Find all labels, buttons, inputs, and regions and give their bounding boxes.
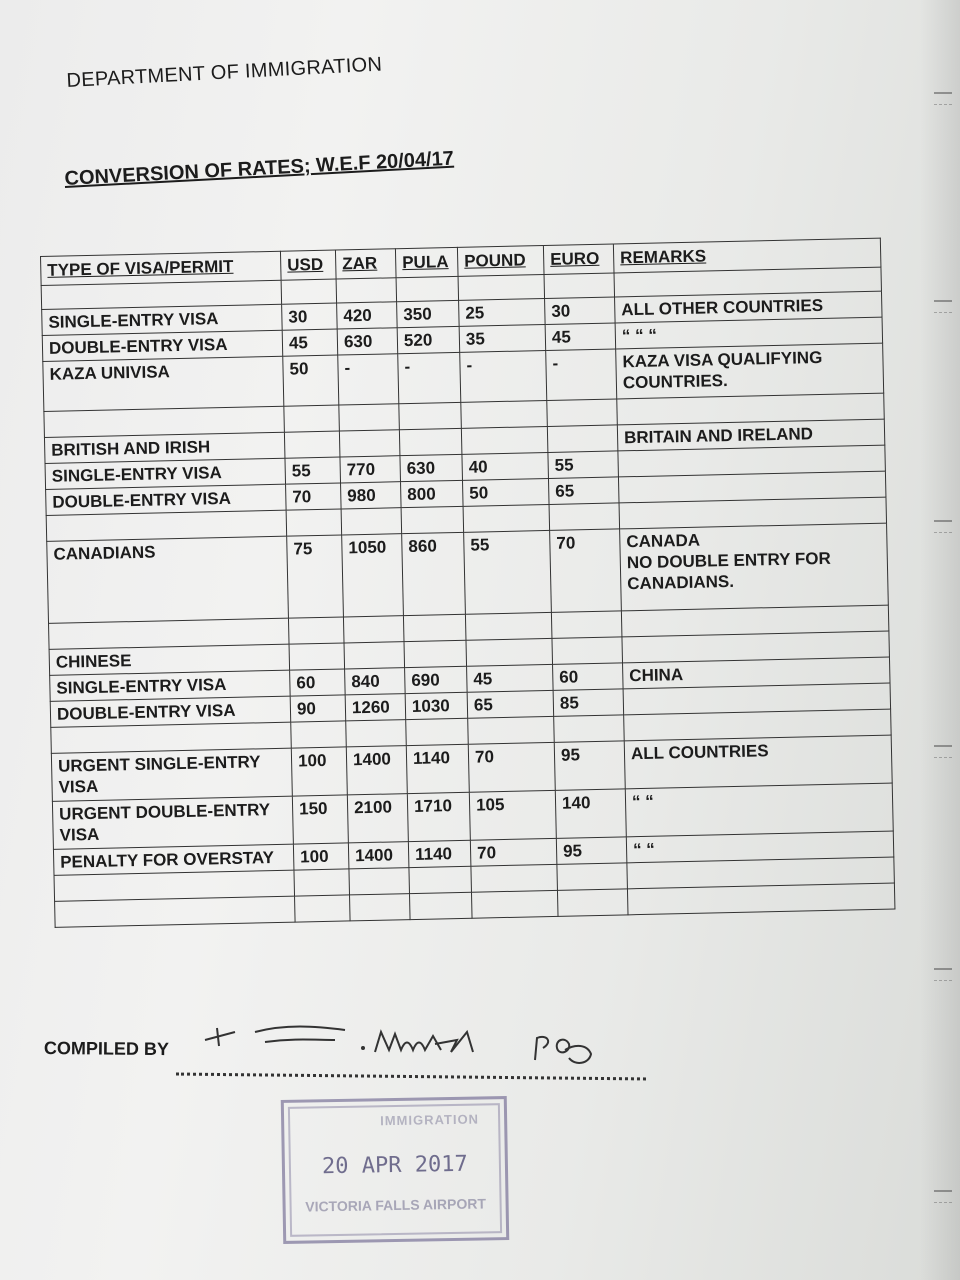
stamp-top-text: IMMIGRATION: [380, 1111, 480, 1129]
cell-pound: [461, 400, 548, 428]
cell-euro: 95: [554, 741, 625, 791]
cell-usd: [288, 617, 344, 644]
cell-euro: [552, 637, 623, 665]
cell-pula: 1140: [408, 840, 471, 867]
cell-euro: 85: [553, 689, 624, 717]
cell-remarks: [627, 883, 895, 915]
header-remarks: REMARKS: [613, 238, 881, 273]
cell-usd: [295, 895, 351, 922]
cell-pound: [465, 612, 552, 640]
date-stamp: [281, 1096, 509, 1244]
cell-euro: [551, 611, 622, 639]
cell-type: DOUBLE-ENTRY VISA: [46, 484, 287, 515]
header-zar: ZAR: [335, 249, 396, 279]
cell-pula: 350: [397, 300, 460, 327]
cell-zar: 2100: [347, 794, 408, 843]
rates-table: [40, 238, 895, 928]
edge-mark: [934, 300, 952, 313]
cell-euro: 70: [550, 529, 622, 613]
cell-pound: 70: [470, 838, 557, 866]
cell-pula: -: [398, 352, 461, 403]
cell-pound: 45: [467, 664, 554, 692]
cell-pound: [468, 716, 555, 744]
cell-euro: [554, 715, 625, 743]
cell-euro: 30: [545, 297, 616, 325]
header-pula: PULA: [395, 247, 458, 277]
cell-euro: 95: [556, 837, 627, 865]
cell-type: SINGLE-ENTRY VISA: [45, 458, 286, 489]
cell-remarks: ALL OTHER COUNTRIES: [615, 291, 883, 323]
cell-type: BRITISH AND IRISH: [44, 432, 285, 463]
cell-zar: [350, 894, 411, 921]
cell-type: CANADIANS: [47, 536, 289, 623]
cell-type: [55, 896, 296, 927]
cell-euro: 45: [545, 323, 616, 351]
edge-mark: [934, 1190, 952, 1203]
cell-pound: [466, 638, 553, 666]
cell-pula: 690: [405, 666, 468, 693]
cell-zar: 840: [345, 668, 406, 695]
signature-icon: [195, 1010, 615, 1090]
cell-euro: [557, 863, 628, 891]
cell-euro: 65: [548, 477, 619, 505]
cell-pula: [409, 892, 472, 919]
cell-pound: 35: [459, 324, 546, 352]
cell-type: URGENT SINGLE-ENTRY VISA: [51, 748, 292, 801]
cell-usd: [284, 431, 340, 458]
cell-remarks: CHINA: [623, 657, 891, 689]
header-euro: EURO: [543, 244, 614, 275]
cell-zar: 1400: [346, 746, 407, 795]
edge-mark: [934, 968, 952, 981]
cell-usd: [289, 643, 345, 670]
cell-remarks: “ “: [626, 831, 894, 863]
cell-usd: 60: [290, 669, 346, 696]
cell-zar: [341, 508, 402, 535]
edge-mark: [934, 745, 952, 758]
cell-zar: 420: [337, 302, 398, 329]
cell-zar: [349, 868, 410, 895]
cell-usd: 150: [292, 795, 348, 844]
stamp-place: VICTORIA FALLS AIRPORT: [305, 1195, 487, 1215]
cell-pula: 1030: [405, 692, 468, 719]
cell-pula: 1710: [407, 792, 470, 841]
cell-euro: [549, 503, 620, 531]
cell-pound: 70: [468, 742, 555, 792]
cell-pula: [403, 614, 466, 641]
header-pound: POUND: [457, 246, 544, 277]
cell-type: CHINESE: [49, 644, 290, 675]
cell-remarks: “ “ “: [615, 317, 883, 349]
cell-zar: [344, 642, 405, 669]
cell-euro: 60: [553, 663, 624, 691]
cell-pula: [404, 640, 467, 667]
cell-usd: [284, 405, 340, 432]
cell-pula: [399, 428, 462, 455]
conversion-title: CONVERSION OF RATES; W.E.F 20/04/17: [64, 147, 455, 190]
cell-pula: 520: [397, 326, 460, 353]
cell-pula: [406, 718, 469, 745]
cell-zar: 980: [341, 482, 402, 509]
cell-usd: 30: [282, 303, 338, 330]
cell-pula: 1140: [406, 744, 469, 793]
edge-mark: [934, 92, 952, 105]
cell-pula: 630: [400, 454, 463, 481]
edge-mark: [934, 520, 952, 533]
cell-remarks: BRITAIN AND IRELAND: [617, 419, 885, 451]
stamp-date: 20 APR 2017: [321, 1151, 468, 1180]
cell-euro: [544, 273, 615, 299]
cell-usd: 55: [285, 457, 341, 484]
cell-pula: [401, 506, 464, 533]
cell-usd: 90: [290, 695, 346, 722]
cell-pound: [461, 426, 548, 454]
header-usd: USD: [280, 250, 336, 280]
cell-zar: 1400: [348, 842, 409, 869]
cell-type: SINGLE-ENTRY VISA: [42, 304, 283, 335]
cell-euro: [547, 399, 618, 427]
cell-pound: 105: [469, 790, 556, 840]
cell-pound: 55: [464, 530, 552, 614]
cell-pula: [396, 276, 459, 301]
cell-pula: 800: [401, 480, 464, 507]
compiled-by-label: COMPILED BY: [43, 1038, 170, 1060]
cell-pound: 65: [467, 690, 554, 718]
cell-zar: [336, 278, 397, 303]
cell-remarks: ALL COUNTRIES: [624, 735, 892, 789]
department-heading: DEPARTMENT OF IMMIGRATION: [66, 53, 383, 92]
cell-zar: 1050: [342, 534, 404, 617]
cell-euro: 55: [548, 451, 619, 479]
cell-usd: 75: [287, 535, 344, 618]
cell-euro: [557, 889, 628, 917]
cell-zar: [339, 430, 400, 457]
cell-type: KAZA UNIVISA: [43, 356, 284, 411]
cell-type: PENALTY FOR OVERSTAY: [53, 844, 294, 875]
cell-pula: [409, 866, 472, 893]
cell-zar: -: [338, 354, 399, 405]
cell-zar: [346, 720, 407, 747]
cell-zar: [339, 404, 400, 431]
cell-usd: 70: [286, 483, 342, 510]
header-type: TYPE OF VISA/PERMIT: [41, 251, 282, 285]
cell-pound: 50: [462, 478, 549, 506]
cell-pound: 25: [459, 299, 546, 327]
cell-usd: [286, 509, 342, 536]
cell-remarks: KAZA VISA QUALIFYING COUNTRIES.: [616, 343, 884, 399]
cell-usd: 100: [293, 843, 349, 870]
cell-zar: 1260: [345, 694, 406, 721]
cell-usd: 50: [283, 355, 339, 406]
rates-table-wrapper: [40, 238, 895, 956]
cell-pound: [458, 275, 545, 301]
cell-usd: [294, 869, 350, 896]
cell-pound: 40: [462, 452, 549, 480]
cell-remarks: CANADA NO DOUBLE ENTRY FOR CANADIANS.: [620, 523, 889, 611]
cell-euro: 140: [555, 789, 626, 839]
cell-usd: 45: [282, 329, 338, 356]
cell-type: DOUBLE-ENTRY VISA: [50, 696, 291, 727]
cell-usd: 100: [291, 747, 347, 796]
cell-pound: -: [460, 350, 547, 402]
page-edge-shadow: [920, 0, 960, 1280]
cell-pula: 860: [402, 532, 466, 615]
cell-type: DOUBLE-ENTRY VISA: [42, 330, 283, 361]
cell-pula: [399, 402, 462, 429]
cell-type: SINGLE-ENTRY VISA: [50, 670, 291, 701]
cell-zar: [343, 616, 404, 643]
cell-euro: [547, 425, 618, 453]
cell-remarks: “ “: [625, 783, 893, 837]
cell-pound: [471, 864, 558, 892]
cell-usd: [291, 721, 347, 748]
cell-usd: [281, 279, 337, 304]
cell-pound: [471, 890, 558, 918]
cell-type: URGENT DOUBLE-ENTRY VISA: [52, 796, 293, 849]
cell-zar: 630: [337, 328, 398, 355]
cell-zar: 770: [340, 456, 401, 483]
cell-euro: -: [546, 349, 617, 401]
cell-pound: [463, 504, 550, 532]
